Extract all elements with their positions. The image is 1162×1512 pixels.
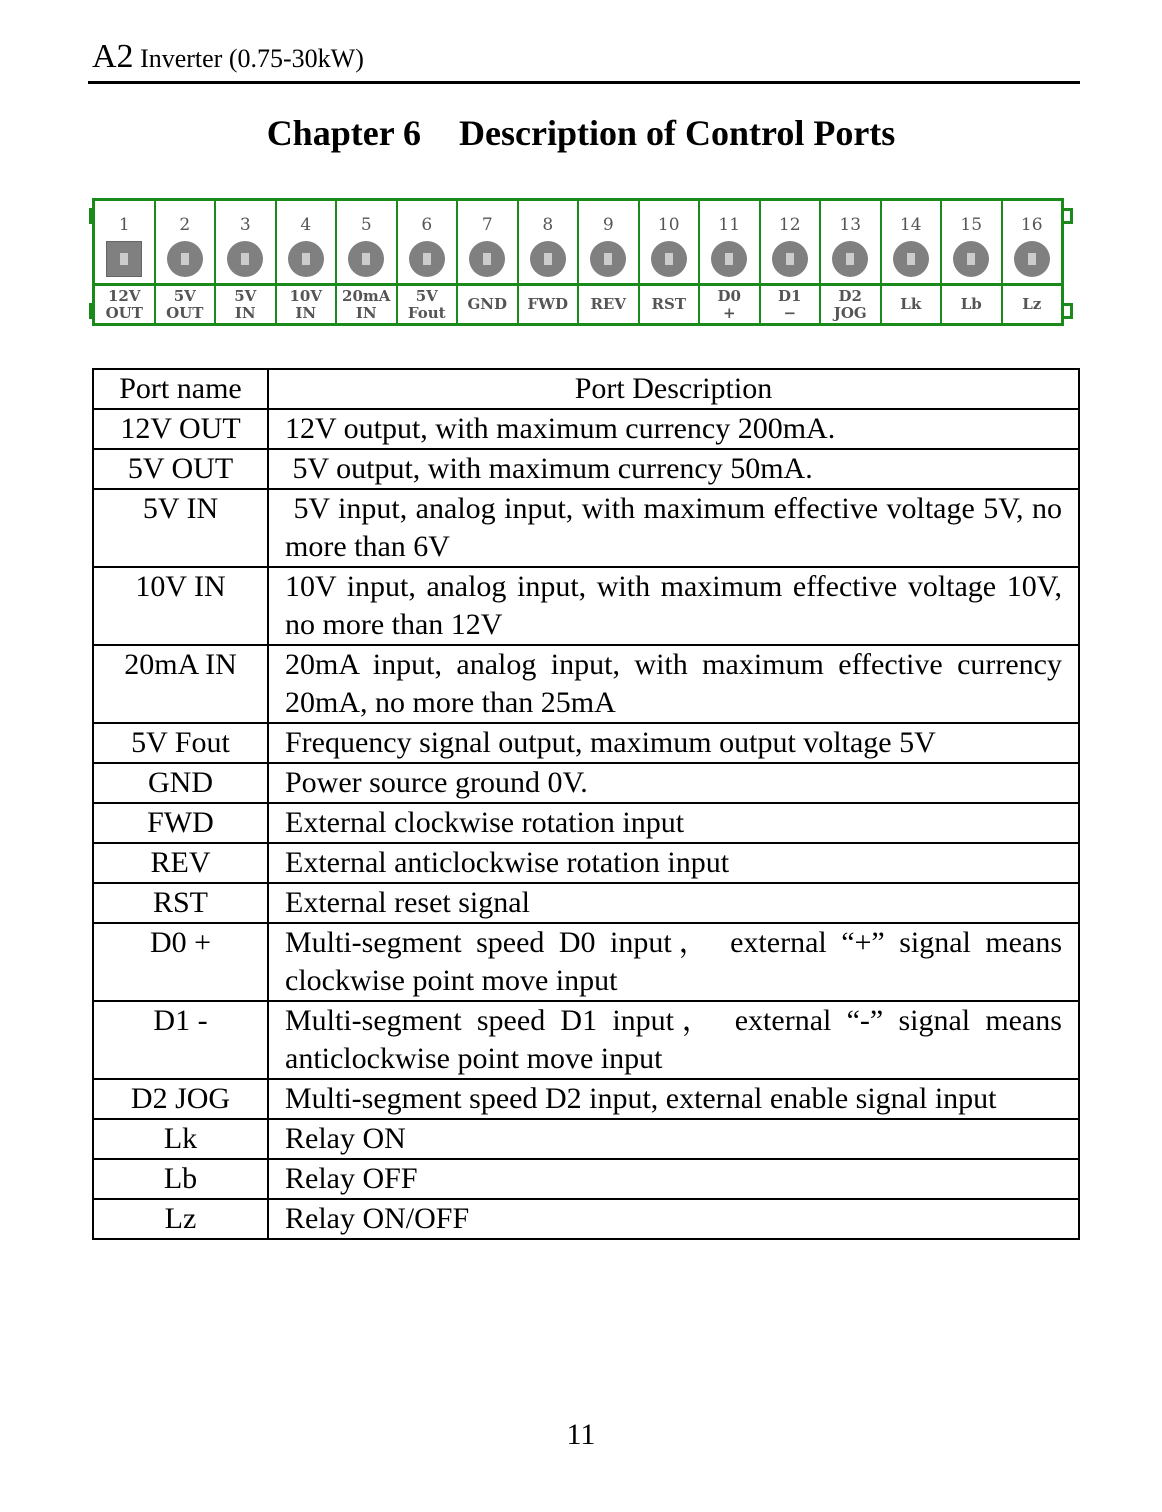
port-name: 5V OUT: [93, 449, 268, 489]
port-name: 10V IN: [93, 567, 268, 645]
terminal-label: 20mA IN: [342, 286, 391, 322]
terminal-number: 9: [602, 215, 614, 235]
screw-icon: [348, 241, 384, 277]
terminal: [819, 201, 880, 323]
terminal-number: 15: [960, 215, 983, 235]
port-name: D0 +: [93, 923, 268, 1001]
screw-icon: [711, 241, 747, 277]
terminal-label: FWD: [527, 295, 568, 313]
terminal-label: D1 −: [778, 286, 802, 322]
port-name: FWD: [93, 803, 268, 843]
port-name: 5V Fout: [93, 723, 268, 763]
screw-icon: [590, 241, 626, 277]
page-number: 11: [566, 1418, 596, 1451]
table-row: [93, 1199, 1079, 1239]
port-table: [92, 368, 1080, 1240]
terminal-label: D0 +: [717, 286, 741, 322]
terminal-label: Lk: [900, 295, 922, 313]
port-name: Lb: [93, 1159, 268, 1199]
terminal-number: 7: [481, 215, 493, 235]
terminal-label: 5V Fout: [407, 286, 446, 322]
port-name: GND: [93, 763, 268, 803]
screw-icon: [288, 241, 324, 277]
terminal: [880, 201, 941, 323]
running-header: [92, 38, 364, 76]
table-row: [93, 1159, 1079, 1199]
terminal: [275, 201, 336, 323]
port-description: Power source ground 0V.: [268, 763, 1079, 803]
screw-icon: [1014, 241, 1050, 277]
port-description: 12V output, with maximum currency 200mA.: [268, 409, 1079, 449]
screw-icon: [106, 241, 142, 277]
terminal-number: 5: [360, 215, 372, 235]
terminal-number: 16: [1020, 215, 1043, 235]
terminal-label: RST: [651, 295, 686, 313]
table-row: [93, 1079, 1079, 1119]
terminal: [95, 201, 154, 323]
terminal: [335, 201, 396, 323]
table-row: [93, 567, 1079, 645]
table-row: [93, 763, 1079, 803]
table-header-row: [93, 369, 1079, 409]
port-description: External anticlockwise rotation input: [268, 843, 1079, 883]
terminal: [698, 201, 759, 323]
terminal-label: 5V IN: [234, 286, 257, 322]
port-description: Multi-segment speed D2 input, external enable signal input: [268, 1079, 1079, 1119]
screw-icon: [893, 241, 929, 277]
terminal-number: 3: [239, 215, 251, 235]
chapter-number: Chapter 6: [266, 113, 422, 153]
screw-icon: [953, 241, 989, 277]
table-row: [93, 1001, 1079, 1079]
terminal-number: 10: [657, 215, 680, 235]
port-name: Lz: [93, 1199, 268, 1239]
terminal: [577, 201, 638, 323]
table-row: [93, 883, 1079, 923]
terminal: [396, 201, 457, 323]
terminal-number: 4: [300, 215, 312, 235]
terminal: [456, 201, 517, 323]
screw-icon: [227, 241, 263, 277]
terminal-number: 1: [118, 215, 130, 235]
terminal: [759, 201, 820, 323]
port-description: Multi-segment speed D0 input， external “+” signal means clockwise point move input: [268, 923, 1079, 1001]
port-name: 5V IN: [93, 489, 268, 567]
model-name: A2: [92, 38, 134, 75]
header-text: Inverter (0.75-30kW): [140, 44, 364, 73]
table-row: [93, 723, 1079, 763]
port-description: 5V output, with maximum currency 50mA.: [268, 449, 1079, 489]
screw-icon: [651, 241, 687, 277]
screw-icon: [409, 241, 445, 277]
table-row: [93, 803, 1079, 843]
port-description: External clockwise rotation input: [268, 803, 1079, 843]
terminal-label: D2 JOG: [833, 286, 867, 322]
screw-icon: [832, 241, 868, 277]
terminal-number: 2: [179, 215, 191, 235]
screw-icon: [772, 241, 808, 277]
terminal-block-diagram: [92, 198, 1064, 326]
table-row: [93, 409, 1079, 449]
table-row: [93, 1119, 1079, 1159]
terminal-number: 14: [899, 215, 922, 235]
screw-icon: [469, 241, 505, 277]
port-name: D1 -: [93, 1001, 268, 1079]
terminal: [1001, 201, 1062, 323]
port-name: RST: [93, 883, 268, 923]
terminal-label: REV: [590, 295, 627, 313]
terminal-number: 6: [421, 215, 433, 235]
terminal-label: 10V IN: [289, 286, 322, 322]
terminal: [940, 201, 1001, 323]
port-name: REV: [93, 843, 268, 883]
port-name: Lk: [93, 1119, 268, 1159]
terminal-label: GND: [467, 295, 508, 313]
terminal-number: 12: [778, 215, 801, 235]
port-description: Frequency signal output, maximum output voltage 5V: [268, 723, 1079, 763]
port-description: 20mA input, analog input, with maximum effective currency 20mA, no more than 25mA: [268, 645, 1079, 723]
port-description: Relay OFF: [268, 1159, 1079, 1199]
terminal: [214, 201, 275, 323]
terminal-label: Lz: [1022, 295, 1042, 313]
terminal-label: Lb: [960, 295, 982, 313]
port-name: 20mA IN: [93, 645, 268, 723]
port-description: Multi-segment speed D1 input， external “-” signal means anticlockwise point move input: [268, 1001, 1079, 1079]
terminal: [517, 201, 578, 323]
terminal-label: 12V OUT: [105, 286, 143, 322]
screw-icon: [167, 241, 203, 277]
table-row: [93, 923, 1079, 1001]
port-description: External reset signal: [268, 883, 1079, 923]
terminal: [638, 201, 699, 323]
terminal-number: 8: [542, 215, 554, 235]
table-row: [93, 645, 1079, 723]
table-row: [93, 449, 1079, 489]
port-description: 5V input, analog input, with maximum effective voltage 5V, no more than 6V: [268, 489, 1079, 567]
port-description: Relay ON/OFF: [268, 1199, 1079, 1239]
screw-icon: [530, 241, 566, 277]
terminal: [154, 201, 215, 323]
column-header: Port name: [93, 369, 268, 409]
terminal-number: 13: [839, 215, 862, 235]
chapter-name: Description of Control Ports: [459, 113, 896, 153]
port-description: Relay ON: [268, 1119, 1079, 1159]
header-rule: [88, 81, 1080, 84]
port-name: 12V OUT: [93, 409, 268, 449]
table-row: [93, 489, 1079, 567]
port-name: D2 JOG: [93, 1079, 268, 1119]
terminal-number: 11: [718, 215, 741, 235]
terminal-label: 5V OUT: [166, 286, 204, 322]
column-header: Port Description: [268, 369, 1079, 409]
table-row: [93, 843, 1079, 883]
chapter-title: [0, 112, 1162, 154]
port-description: 10V input, analog input, with maximum effective voltage 10V, no more than 12V: [268, 567, 1079, 645]
